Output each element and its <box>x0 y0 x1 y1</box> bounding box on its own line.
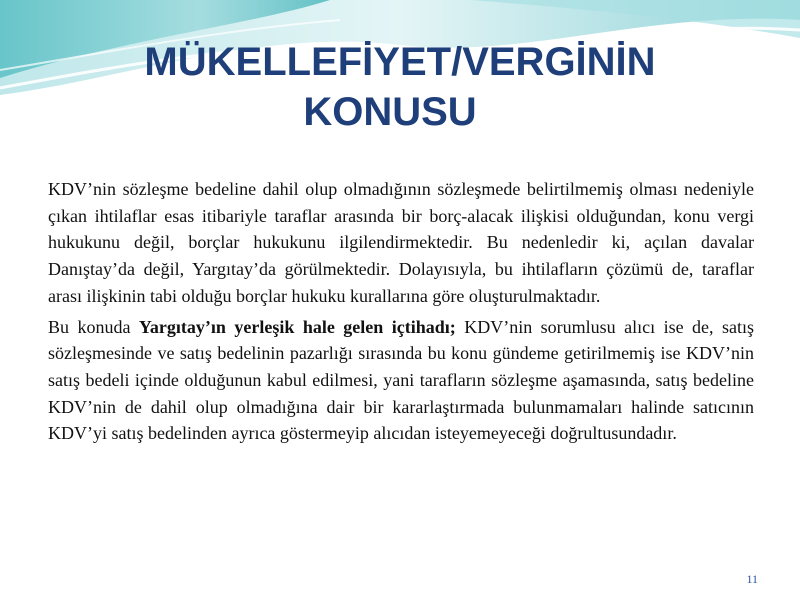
slide-body <box>48 176 754 447</box>
paragraph-2-rest: KDV’nin sorumlusu alıcı ise de, satış sözleşmesinde ve satış bedelinin pazarlığı sırasında bu konu gündeme getirilmemiş ise KDV’nin satış bedeli içinde olduğunun kabul edilmesi, yani tarafların sözleşme aşamasında, satış bedeline KDV’nin de dahil olup olmadığına dair bir kararlaştırmada bulunmamaları halinde satıcının KDV’yi satış bedelinden ayrıca göstermeyip alıcıdan isteyemeyeceği doğrultusundadır. <box>48 316 754 444</box>
paragraph-2-bold: Yargıtay’ın yerleşik hale gelen içtihadı; <box>138 316 456 337</box>
slide-title-line2: KONUSU <box>303 90 477 134</box>
page-number: 11 <box>746 572 758 586</box>
paragraph-1: KDV’nin sözleşme bedeline dahil olup olmadığının sözleşmede belirtilmemiş olması nedeniyle çıkan ihtilaflar esas itibariyle taraflar arasında bir borç-alacak ilişkisi olduğundan, konu vergi hukukunu değil, borçlar hukukunu ilgilendirmektedir. Bu nedenledir ki, açılan davalar Danıştay’da değil, Yargıtay’da görülmektedir. Dolayısıyla, bu ihtilafların çözümü de, taraflar arası ilişkinin tabi olduğu borçlar hukuku kurallarına göre oluşturulmaktadır. <box>48 179 754 306</box>
paragraph-2 <box>48 314 754 448</box>
paragraph-2-prefix: Bu konuda <box>48 316 139 337</box>
slide-title-line1: MÜKELLEFİYET/VERGİNİN <box>144 40 656 84</box>
